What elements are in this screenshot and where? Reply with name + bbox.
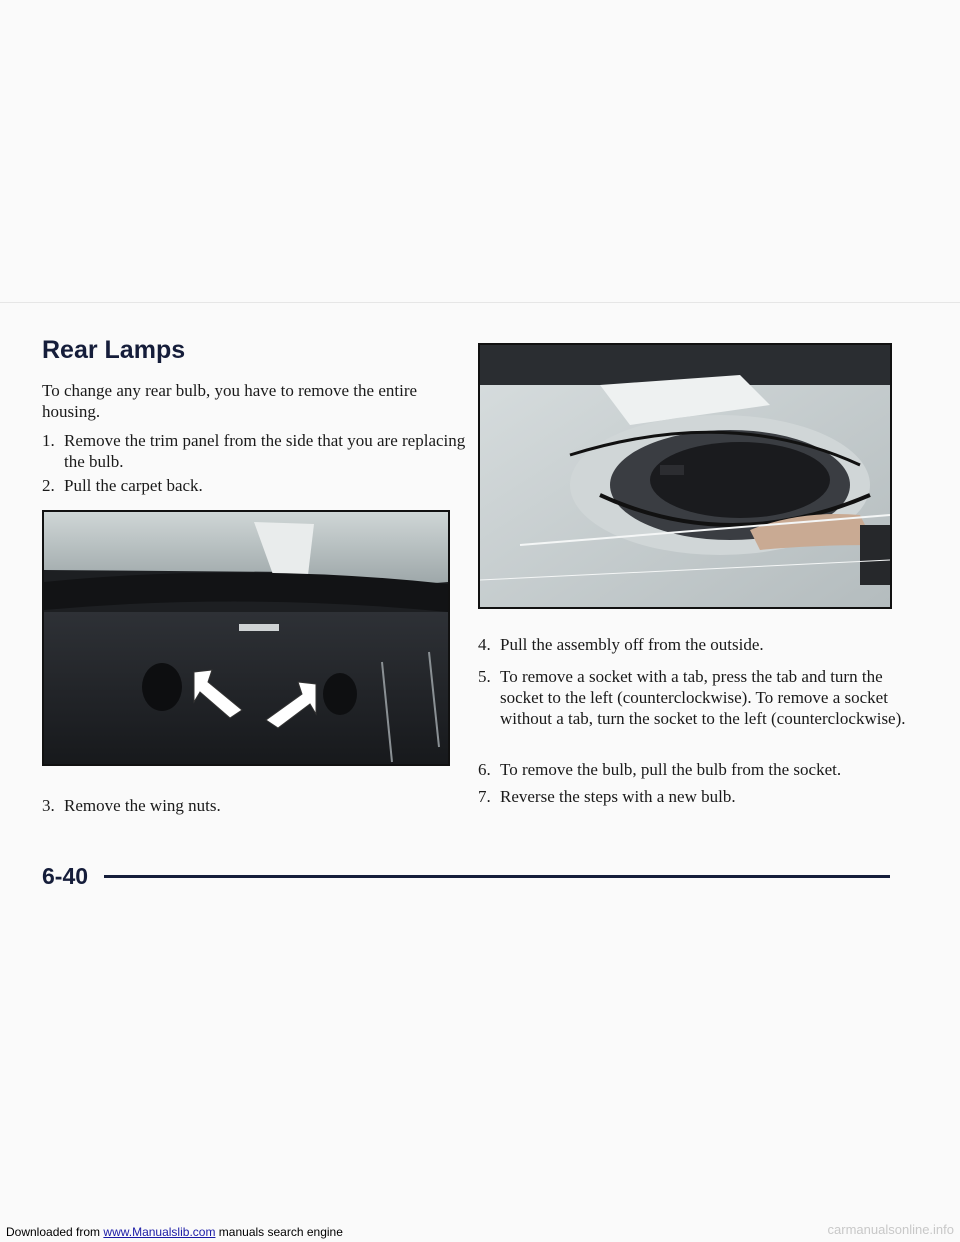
assembly-photo-drawing (480, 345, 890, 607)
trunk-wing-nuts-photo (42, 510, 450, 766)
step-6 (478, 759, 920, 780)
step-number: 7. (478, 787, 491, 806)
source-prefix: Downloaded from (6, 1225, 101, 1239)
step-number: 2. (42, 476, 55, 495)
section-title: Rear Lamps (42, 336, 186, 364)
footer-rule (104, 875, 890, 878)
trunk-photo-drawing (44, 512, 448, 764)
watermark: carmanualsonline.info (827, 1222, 954, 1237)
step-3 (42, 795, 472, 816)
step-text: Reverse the steps with a new bulb. (500, 787, 736, 806)
step-text: Pull the carpet back. (64, 476, 203, 495)
step-number: 1. (42, 431, 55, 450)
step-number: 4. (478, 635, 491, 654)
page-number: 6-40 (42, 863, 89, 889)
step-text: Remove the wing nuts. (64, 796, 221, 815)
step-4 (478, 634, 920, 655)
step-text: Pull the assembly off from the outside. (500, 635, 764, 654)
lamp-assembly-photo (478, 343, 892, 609)
step-1 (42, 430, 472, 472)
step-text: Remove the trim panel from the side that you are replacing the bulb. (64, 431, 466, 471)
manualslib-link[interactable]: www.Manualslib.com (103, 1225, 216, 1239)
step-text: To remove the bulb, pull the bulb from the socket. (500, 760, 842, 779)
step-number: 5. (478, 667, 491, 686)
step-text: To remove a socket with a tab, press the tab and turn the socket to the left (counterclockwise). To remove a socket without a tab, turn the socket to the left (counterclockwise). (500, 667, 906, 728)
top-rule (0, 302, 960, 303)
source-suffix: manuals search engine (218, 1225, 343, 1239)
step-2 (42, 475, 472, 496)
intro-text: To change any rear bulb, you have to remove the entire housing. (42, 381, 418, 421)
step-number: 6. (478, 760, 491, 779)
step-7 (478, 786, 920, 807)
step-5 (478, 666, 920, 729)
source-line (6, 1225, 343, 1239)
step-number: 3. (42, 796, 55, 815)
